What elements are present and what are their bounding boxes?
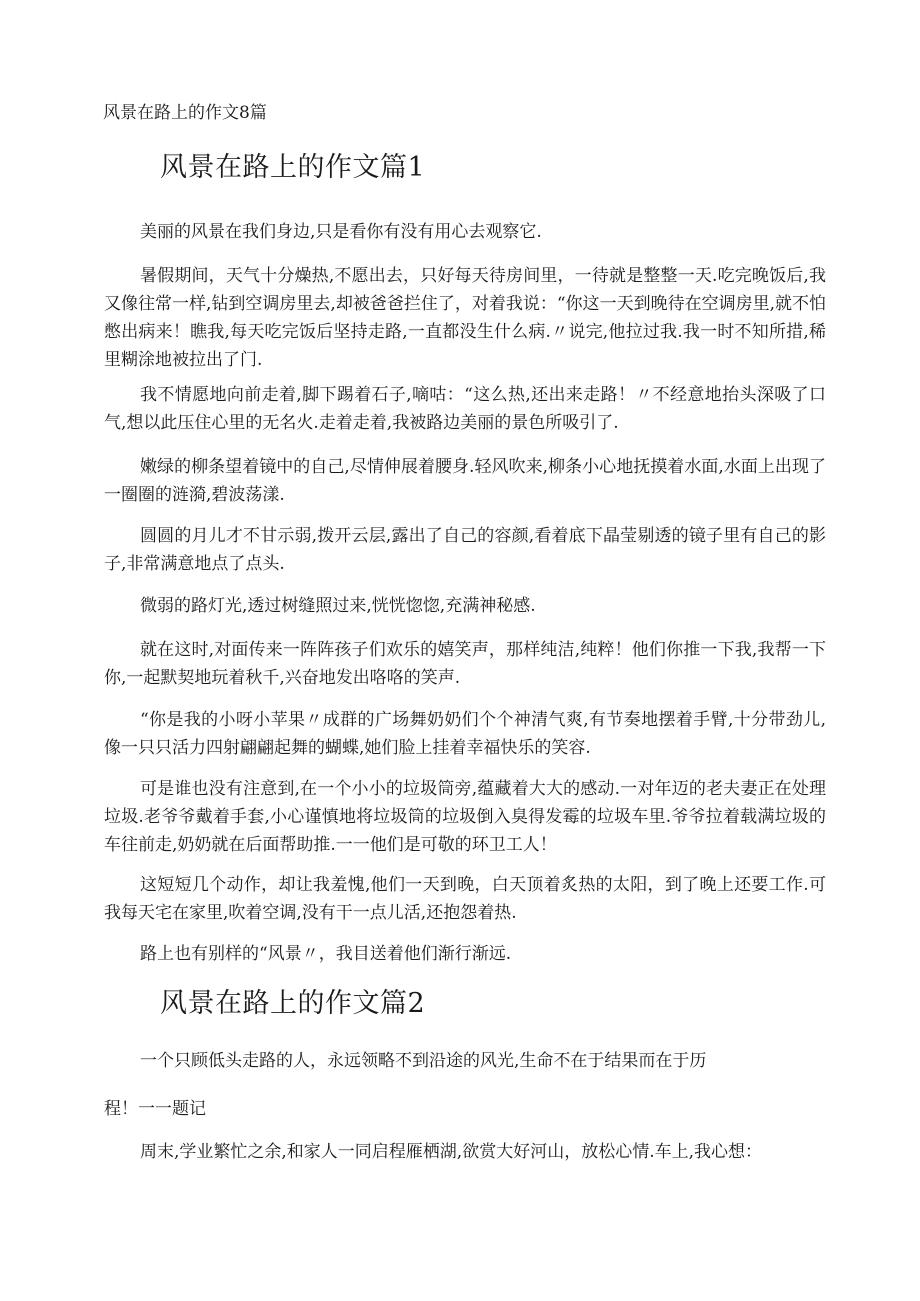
paragraph: 这短短几个动作，却让我羞愧,他们一天到晚，白天顶着炙热的太阳，到了晚上还要工作.可我每天宅在家里,吹着空调,没有干一点儿活,还抱怨着热. xyxy=(104,875,826,923)
paragraph: 程！一一题记 xyxy=(104,1099,206,1119)
paragraph: 可是谁也没有注意到,在一个小小的垃圾筒旁,蕴藏着大大的感动.一对年迈的老夫妻正在处理垃圾.老爷爷戴着手套,小心谨慎地将垃圾筒的垃圾倒入臭得发霉的垃圾车里.爷爷拉着载满垃圾的车往前走,奶奶就在后面帮助推.一一他们是可敬的环卫工人！ xyxy=(104,779,826,855)
paragraph: 圆圆的月儿才不甘示弱,拨开云层,露出了自己的容颜,看着底下晶莹剔透的镜子里有自己的影子,非常满意地点了点头. xyxy=(104,526,826,574)
paragraph: 微弱的路灯光,透过树缝照过来,恍恍惚惚,充满神秘感. xyxy=(140,596,536,616)
paragraph: 路上也有别样的“风景〃，我目送着他们渐行渐远. xyxy=(140,944,512,964)
paragraph: 我不情愿地向前走着,脚下踢着石子,嘀咕：“这么热,还出来走路！〃不经意地抬头深吸了口气,想以此压住心里的无名火.走着走着,我被路边美丽的景色所吸引了. xyxy=(104,385,826,433)
paragraph: 一个只顾低头走路的人，永远领略不到沿途的风光,生命不在于结果而在于历 xyxy=(140,1051,707,1071)
paragraph: 美丽的风景在我们身边,只是看你有没有用心去观察它. xyxy=(140,222,542,242)
paragraph: 就在这时,对面传来一阵阵孩子们欢乐的嬉笑声，那样纯洁,纯粹！他们你推一下我,我帮一下你,一起默契地玩着秋千,兴奋地发出咯咯的笑声. xyxy=(104,640,826,688)
document-title: 风景在路上的作文8篇 xyxy=(103,103,267,123)
section-heading-1: 风景在路上的作文篇1 xyxy=(160,152,426,183)
section-heading-2: 风景在路上的作文篇2 xyxy=(160,988,426,1019)
paragraph: “你是我的小呀小苹果〃成群的广场舞奶奶们个个神清气爽,有节奏地摆着手臂,十分带劲儿,像一只只活力四射翩翩起舞的蝴蝶,她们脸上挂着幸福快乐的笑容. xyxy=(104,710,826,758)
paragraph: 周末,学业繁忙之余,和家人一同启程雁栖湖,欲赏大好河山，放松心情.车上,我心想： xyxy=(140,1142,763,1162)
paragraph: 暑假期间，天气十分燥热,不愿出去，只好每天待房间里，一待就是整整一天.吃完晚饭后,我又像往常一样,钻到空调房里去,却被爸爸拦住了，对着我说：“你这一天到晚待在空调房里,就不怕憋出病来！瞧我,每天吃完饭后坚持走路,一直都没生什么病.〃说完,他拉过我.我一时不知所措,稀里糊涂地被拉出了门. xyxy=(104,266,826,370)
paragraph: 嫩绿的柳条望着镜中的自己,尽情伸展着腰身.轻风吹来,柳条小心地抚摸着水面,水面上出现了一圈圈的涟漪,碧波荡漾. xyxy=(104,457,826,505)
